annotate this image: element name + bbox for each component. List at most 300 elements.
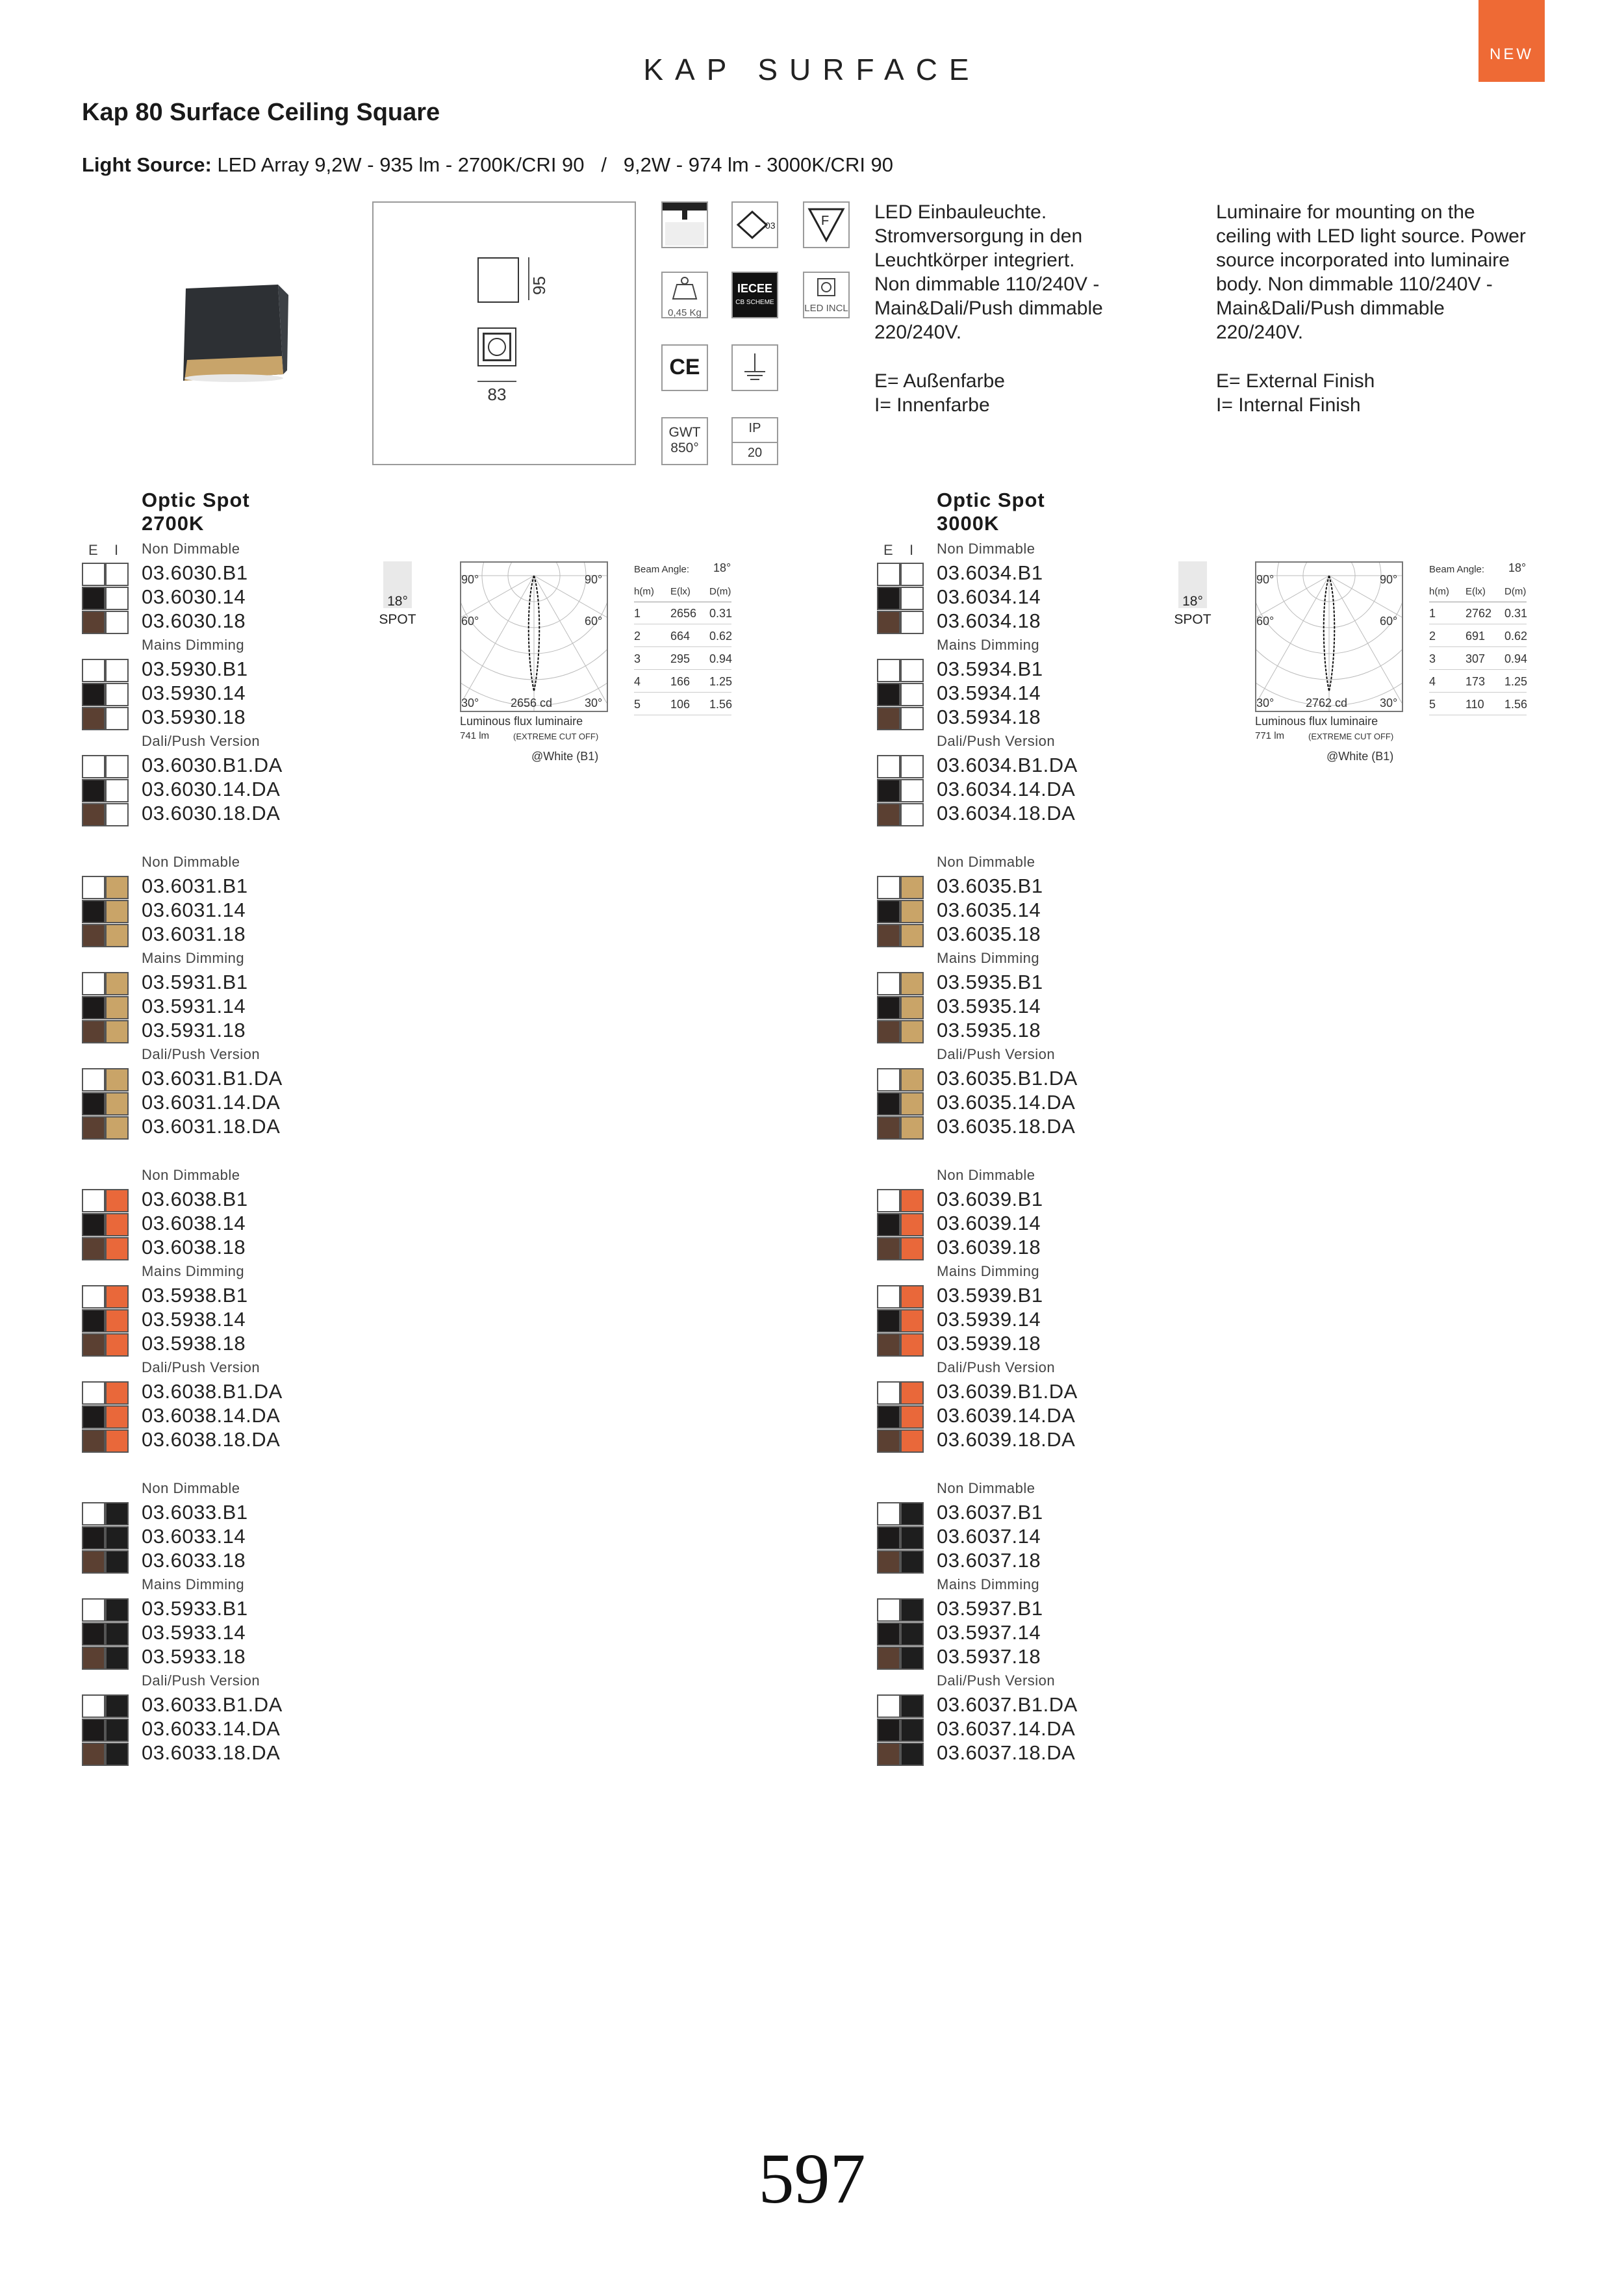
dimming-group-label: Mains Dimming [142, 1576, 245, 1592]
angle-90-left: 90° [461, 573, 479, 586]
optic-header: Optic Spot 3000K [937, 489, 1045, 535]
product-code: 03.6034.B1.DA [937, 754, 1078, 776]
exterior-finish-swatch [877, 707, 900, 730]
exterior-finish-swatch [877, 587, 900, 610]
interior-label: I [909, 542, 914, 558]
interior-finish-swatch [105, 1020, 129, 1043]
exterior-label: E [883, 542, 893, 558]
exterior-finish-swatch [82, 1502, 105, 1526]
product-code: 03.6031.B1.DA [142, 1067, 283, 1090]
exterior-finish-swatch [877, 1429, 900, 1453]
table-cell: 0.62 [709, 630, 733, 643]
height-dimension: 95 [529, 276, 549, 295]
dimming-group-label: Non Dimmable [142, 1480, 240, 1496]
exterior-finish-swatch [877, 755, 900, 778]
exterior-finish-swatch [82, 1550, 105, 1574]
beam-angle-label: Beam Angle: [634, 564, 690, 575]
product-code: 03.5939.B1 [937, 1284, 1043, 1307]
iecee-icon: IECEE CB SCHEME [731, 272, 778, 318]
exterior-finish-swatch [877, 563, 900, 586]
interior-finish-swatch [900, 1020, 924, 1043]
angle-60-right: 60° [1380, 615, 1398, 628]
exterior-finish-swatch [82, 683, 105, 706]
exterior-finish-swatch [877, 1068, 900, 1092]
table-cell: 5 [634, 698, 641, 711]
table-cell: 1.56 [709, 698, 733, 711]
table-cell: 3 [634, 652, 641, 665]
exterior-finish-swatch [877, 1550, 900, 1574]
ceiling-mount-icon [661, 201, 708, 248]
table-cell: 3 [1429, 652, 1436, 665]
exterior-finish-swatch [82, 1333, 105, 1357]
product-code: 03.6033.18.DA [142, 1741, 281, 1764]
interior-finish-swatch [900, 1068, 924, 1092]
product-code: 03.5935.18 [937, 1019, 1041, 1041]
product-code: 03.5934.14 [937, 682, 1041, 704]
interior-finish-swatch [105, 900, 129, 923]
interior-finish-swatch [105, 1092, 129, 1116]
dimming-group-label: Non Dimmable [142, 1167, 240, 1183]
exterior-finish-swatch [877, 803, 900, 826]
technical-drawing [372, 201, 636, 465]
exterior-finish-swatch [877, 1020, 900, 1043]
peak-intensity: 2656 cd [511, 696, 553, 709]
exterior-finish-swatch [877, 1189, 900, 1212]
beam-angle-label: Beam Angle: [1429, 564, 1485, 575]
product-code: 03.6035.18 [937, 923, 1041, 945]
interior-finish-swatch [900, 1550, 924, 1574]
interior-finish-swatch [105, 1381, 129, 1405]
product-code: 03.5931.18 [142, 1019, 246, 1041]
interior-finish-swatch [900, 1502, 924, 1526]
page-number: 597 [758, 2139, 866, 2218]
product-code: 03.6031.14 [142, 899, 246, 921]
dimming-group-label: Dali/Push Version [142, 733, 260, 749]
product-code: 03.6039.B1.DA [937, 1380, 1078, 1403]
exterior-finish-swatch [82, 1381, 105, 1405]
product-code: 03.6037.B1.DA [937, 1693, 1078, 1716]
product-code: 03.6037.18 [937, 1549, 1041, 1572]
product-code: 03.5938.14 [142, 1308, 246, 1331]
interior-finish-swatch [900, 803, 924, 826]
exterior-finish-swatch [877, 1622, 900, 1646]
beam-angle-value: 18° [713, 561, 731, 574]
spot-angle: 18° [1182, 594, 1203, 609]
interior-finish-swatch [105, 755, 129, 778]
exterior-finish-swatch [82, 1622, 105, 1646]
interior-finish-swatch [105, 1309, 129, 1333]
dimming-group-label: Dali/Push Version [142, 1359, 260, 1375]
interior-finish-swatch [900, 659, 924, 682]
exterior-finish-swatch [82, 1116, 105, 1140]
table-cell: 5 [1429, 698, 1436, 711]
peak-intensity: 2762 cd [1306, 696, 1348, 709]
interior-finish-swatch [900, 683, 924, 706]
table-cell: 2656 [670, 607, 697, 620]
interior-finish-swatch [900, 611, 924, 634]
exterior-finish-swatch [82, 1213, 105, 1236]
exterior-finish-swatch [82, 876, 105, 899]
product-code: 03.5939.18 [937, 1332, 1041, 1355]
angle-60-left: 60° [461, 615, 479, 628]
interior-finish-swatch [105, 659, 129, 682]
dimming-group-label: Dali/Push Version [937, 1672, 1056, 1689]
product-code: 03.5934.B1 [937, 658, 1043, 680]
product-code: 03.5938.18 [142, 1332, 246, 1355]
product-code: 03.6037.14 [937, 1525, 1041, 1548]
dimming-group-label: Mains Dimming [937, 1263, 1040, 1279]
product-code: 03.6030.B1.DA [142, 754, 283, 776]
catalog-section-title: KAP SURFACE [643, 53, 981, 86]
table-header: h(m) [1429, 586, 1449, 597]
interior-finish-swatch [105, 1550, 129, 1574]
dimming-group-label: Non Dimmable [937, 854, 1035, 870]
exterior-finish-swatch [82, 803, 105, 826]
exterior-finish-swatch [877, 1718, 900, 1742]
optic-header: Optic Spot 2700K [142, 489, 250, 535]
dimming-group-label: Non Dimmable [937, 1480, 1035, 1496]
row-divider [634, 669, 731, 670]
interior-label: I [114, 542, 119, 558]
product-code: 03.5937.14 [937, 1621, 1041, 1644]
interior-finish-swatch [105, 779, 129, 802]
interior-finish-swatch [105, 996, 129, 1019]
exterior-finish-swatch [877, 1237, 900, 1260]
exterior-finish-swatch [877, 1502, 900, 1526]
angle-90-right: 90° [585, 573, 603, 586]
product-code: 03.6039.14.DA [937, 1404, 1076, 1427]
svg-text:F: F [821, 214, 830, 228]
product-code: 03.6030.18.DA [142, 802, 281, 824]
interior-finish-swatch [105, 1285, 129, 1309]
interior-finish-swatch [105, 1116, 129, 1140]
exterior-finish-swatch [82, 1189, 105, 1212]
exterior-finish-swatch [877, 1743, 900, 1766]
product-code: 03.5937.B1 [937, 1597, 1043, 1620]
table-cell: 2 [634, 630, 641, 643]
ground-icon [731, 344, 778, 391]
exterior-finish-swatch [82, 1429, 105, 1453]
product-code: 03.6030.B1 [142, 561, 248, 584]
exterior-finish-swatch [877, 1694, 900, 1718]
led-included-icon: LED INCL [803, 272, 850, 318]
product-code: 03.6033.B1 [142, 1501, 248, 1524]
exterior-finish-swatch [82, 755, 105, 778]
row-divider [1429, 669, 1527, 670]
product-code: 03.6030.14.DA [142, 778, 281, 800]
dimming-group-label: Non Dimmable [937, 541, 1035, 557]
angle-30-right: 30° [585, 696, 603, 709]
angle-30-left: 30° [1256, 696, 1275, 709]
table-header: D(m) [709, 586, 731, 597]
product-code: 03.6039.18 [937, 1236, 1041, 1258]
exterior-finish-swatch [877, 779, 900, 802]
row-divider [1429, 692, 1527, 693]
interior-finish-swatch [900, 779, 924, 802]
interior-finish-swatch [900, 1718, 924, 1742]
exterior-finish-swatch [82, 587, 105, 610]
interior-finish-swatch [900, 1598, 924, 1622]
exterior-finish-swatch [877, 972, 900, 995]
interior-finish-swatch [900, 587, 924, 610]
interior-finish-swatch [900, 755, 924, 778]
product-code: 03.6039.14 [937, 1212, 1041, 1234]
new-badge: NEW [1478, 0, 1545, 82]
spot-angle: 18° [387, 594, 408, 609]
product-code: 03.6038.14.DA [142, 1404, 281, 1427]
exterior-finish-swatch [82, 1598, 105, 1622]
cutoff-label: (EXTREME CUT OFF) [1308, 732, 1394, 741]
product-code: 03.5935.B1 [937, 971, 1043, 993]
exterior-label: E [88, 542, 98, 558]
product-code: 03.6034.18.DA [937, 802, 1076, 824]
dimming-group-label: Non Dimmable [142, 854, 240, 870]
product-code: 03.6034.14.DA [937, 778, 1076, 800]
exterior-finish-swatch [877, 659, 900, 682]
dimming-group-label: Non Dimmable [937, 1167, 1035, 1183]
cutoff-label: (EXTREME CUT OFF) [513, 732, 599, 741]
exterior-finish-swatch [82, 1237, 105, 1260]
finish-legend-de: E= Außenfarbe I= Innenfarbe [874, 370, 1005, 416]
interior-finish-swatch [105, 972, 129, 995]
table-cell: 173 [1465, 675, 1486, 688]
interior-finish-swatch [900, 563, 924, 586]
table-header: E(lx) [1465, 586, 1486, 597]
table-cell: 0.31 [709, 607, 733, 620]
flux-value: 771 lm [1255, 730, 1285, 741]
interior-finish-swatch [105, 803, 129, 826]
product-code: 03.5935.14 [937, 995, 1041, 1017]
product-code: 03.5931.B1 [142, 971, 248, 993]
product-code: 03.6031.14.DA [142, 1091, 281, 1114]
interior-finish-swatch [105, 1502, 129, 1526]
table-cell: 2 [1429, 630, 1436, 643]
exterior-finish-swatch [82, 611, 105, 634]
product-code: 03.6033.14.DA [142, 1717, 281, 1740]
product-code: 03.6035.14 [937, 899, 1041, 921]
exterior-finish-swatch [82, 563, 105, 586]
product-code: 03.5930.B1 [142, 658, 248, 680]
product-code: 03.5930.18 [142, 706, 246, 728]
interior-finish-swatch [105, 1646, 129, 1670]
flux-label: Luminous flux luminaire [1255, 715, 1378, 728]
table-cell: 0.94 [709, 652, 733, 665]
product-code: 03.6033.14 [142, 1525, 246, 1548]
product-code: 03.6038.B1.DA [142, 1380, 283, 1403]
interior-finish-swatch [900, 996, 924, 1019]
interior-finish-swatch [900, 1092, 924, 1116]
table-cell: 307 [1465, 652, 1486, 665]
product-code: 03.6034.18 [937, 609, 1041, 632]
angle-30-right: 30° [1380, 696, 1398, 709]
interior-finish-swatch [105, 876, 129, 899]
table-cell: 4 [1429, 675, 1436, 688]
side-view [477, 257, 519, 303]
exterior-finish-swatch [82, 1694, 105, 1718]
gwt-icon: GWT 850° [661, 417, 708, 465]
row-divider [1429, 646, 1527, 647]
interior-finish-swatch [900, 1429, 924, 1453]
bottom-view [477, 327, 516, 366]
exterior-finish-swatch [82, 707, 105, 730]
product-code: 03.6031.18.DA [142, 1115, 281, 1138]
product-code: 03.5933.18 [142, 1645, 246, 1668]
exterior-finish-swatch [82, 1405, 105, 1429]
exterior-finish-swatch [82, 1718, 105, 1742]
table-cell: 106 [670, 698, 691, 711]
interior-finish-swatch [105, 1598, 129, 1622]
width-dimension: 83 [487, 385, 507, 404]
interior-finish-swatch [105, 1718, 129, 1742]
product-code: 03.6037.18.DA [937, 1741, 1076, 1764]
interior-finish-swatch [900, 1743, 924, 1766]
table-cell: 4 [634, 675, 641, 688]
f-mark-icon [803, 201, 850, 248]
spot-label: SPOT [379, 612, 416, 627]
exterior-finish-swatch [82, 1020, 105, 1043]
product-code: 03.6034.14 [937, 585, 1041, 608]
description-de: LED Einbauleuchte. Stromversorgung in den Leuchtkörper integriert. Non dimmable 110/240V - Main&Dali/Push dimmable 220/240V. [874, 201, 1103, 343]
exterior-finish-swatch [877, 1309, 900, 1333]
row-divider [634, 646, 731, 647]
table-cell: 1 [1429, 607, 1436, 620]
product-code: 03.6035.B1 [937, 875, 1043, 897]
table-cell: 1 [634, 607, 641, 620]
product-code: 03.5930.14 [142, 682, 246, 704]
dimming-group-label: Mains Dimming [937, 950, 1040, 966]
finish-reference: @White (B1) [531, 750, 599, 763]
exterior-finish-swatch [877, 1333, 900, 1357]
product-code: 03.5937.18 [937, 1645, 1041, 1668]
angle-30-left: 30° [461, 696, 479, 709]
product-code: 03.6038.18 [142, 1236, 246, 1258]
product-code: 03.5933.B1 [142, 1597, 248, 1620]
light-source: Light Source: LED Array 9,2W - 935 lm - 2700K/CRI 90 / 9,2W - 974 lm - 3000K/CRI 90 [82, 153, 894, 176]
table-cell: 1.25 [1504, 675, 1528, 688]
flux-label: Luminous flux luminaire [460, 715, 583, 728]
weight-icon: 0,45 Kg [661, 272, 708, 318]
product-code: 03.5934.18 [937, 706, 1041, 728]
interior-finish-swatch [105, 1526, 129, 1550]
exterior-finish-swatch [877, 1598, 900, 1622]
dimming-group-label: Mains Dimming [142, 1263, 245, 1279]
product-code: 03.6038.B1 [142, 1188, 248, 1210]
exterior-finish-swatch [82, 1092, 105, 1116]
exterior-finish-swatch [82, 779, 105, 802]
interior-finish-swatch [900, 1526, 924, 1550]
table-cell: 691 [1465, 630, 1486, 643]
exterior-finish-swatch [877, 611, 900, 634]
product-code: 03.6037.B1 [937, 1501, 1043, 1524]
dimming-group-label: Non Dimmable [142, 541, 240, 557]
flux-value: 741 lm [460, 730, 490, 741]
product-code: 03.6039.18.DA [937, 1428, 1076, 1451]
finish-legend-en: E= External Finish I= Internal Finish [1216, 370, 1375, 416]
interior-finish-swatch [105, 707, 129, 730]
description-en: Luminaire for mounting on the ceiling with LED light source. Power source incorporated into luminaire body. Non dimmable 110/240V - Main&Dali/Push dimmable 220/240V. [1216, 201, 1526, 343]
ce-mark-icon: CE [661, 344, 708, 391]
exterior-finish-swatch [82, 1743, 105, 1766]
exterior-finish-swatch [877, 1646, 900, 1670]
interior-finish-swatch [900, 1116, 924, 1140]
table-cell: 1.25 [709, 675, 733, 688]
table-cell: 0.62 [1504, 630, 1528, 643]
exterior-finish-swatch [82, 996, 105, 1019]
exterior-finish-swatch [877, 683, 900, 706]
table-header: h(m) [634, 586, 654, 597]
interior-finish-swatch [900, 1237, 924, 1260]
angle-60-left: 60° [1256, 615, 1275, 628]
finish-reference: @White (B1) [1326, 750, 1394, 763]
svg-text:03: 03 [765, 220, 776, 231]
product-code: 03.5933.14 [142, 1621, 246, 1644]
interior-finish-swatch [105, 1213, 129, 1236]
class-icon [731, 201, 778, 248]
product-code: 03.6031.B1 [142, 875, 248, 897]
product-code: 03.6035.14.DA [937, 1091, 1076, 1114]
product-code: 03.6038.14 [142, 1212, 246, 1234]
product-code: 03.6038.18.DA [142, 1428, 281, 1451]
exterior-finish-swatch [877, 924, 900, 947]
exterior-finish-swatch [877, 1285, 900, 1309]
interior-finish-swatch [105, 1068, 129, 1092]
product-code: 03.5939.14 [937, 1308, 1041, 1331]
dimming-group-label: Dali/Push Version [142, 1672, 260, 1689]
beam-angle-value: 18° [1508, 561, 1527, 574]
exterior-finish-swatch [877, 996, 900, 1019]
interior-finish-swatch [900, 1213, 924, 1236]
row-divider [634, 692, 731, 693]
angle-90-left: 90° [1256, 573, 1275, 586]
exterior-finish-swatch [82, 659, 105, 682]
angle-60-right: 60° [585, 615, 603, 628]
dimming-group-label: Dali/Push Version [937, 1046, 1056, 1062]
interior-finish-swatch [105, 1405, 129, 1429]
exterior-finish-swatch [82, 900, 105, 923]
dimming-group-label: Mains Dimming [937, 637, 1040, 653]
interior-finish-swatch [900, 1694, 924, 1718]
table-cell: 295 [670, 652, 691, 665]
interior-finish-swatch [105, 1743, 129, 1766]
exterior-finish-swatch [877, 1116, 900, 1140]
table-header: E(lx) [670, 586, 691, 597]
interior-finish-swatch [900, 1333, 924, 1357]
interior-finish-swatch [900, 1405, 924, 1429]
interior-finish-swatch [105, 1189, 129, 1212]
exterior-finish-swatch [82, 972, 105, 995]
table-cell: 0.94 [1504, 652, 1528, 665]
interior-finish-swatch [900, 1189, 924, 1212]
dimming-group-label: Mains Dimming [937, 1576, 1040, 1592]
product-code: 03.6033.B1.DA [142, 1693, 283, 1716]
exterior-finish-swatch [82, 1068, 105, 1092]
exterior-finish-swatch [82, 1285, 105, 1309]
interior-finish-swatch [900, 1381, 924, 1405]
angle-90-right: 90° [1380, 573, 1398, 586]
interior-finish-swatch [900, 972, 924, 995]
exterior-finish-swatch [877, 1526, 900, 1550]
dimming-group-label: Dali/Push Version [937, 1359, 1056, 1375]
exterior-finish-swatch [82, 924, 105, 947]
exterior-finish-swatch [877, 900, 900, 923]
exterior-finish-swatch [877, 1381, 900, 1405]
interior-finish-swatch [105, 924, 129, 947]
product-code: 03.6030.18 [142, 609, 246, 632]
product-code: 03.6037.14.DA [937, 1717, 1076, 1740]
interior-finish-swatch [105, 587, 129, 610]
ip-rating-icon: IP 20 [731, 417, 778, 465]
product-code: 03.6030.14 [142, 585, 246, 608]
